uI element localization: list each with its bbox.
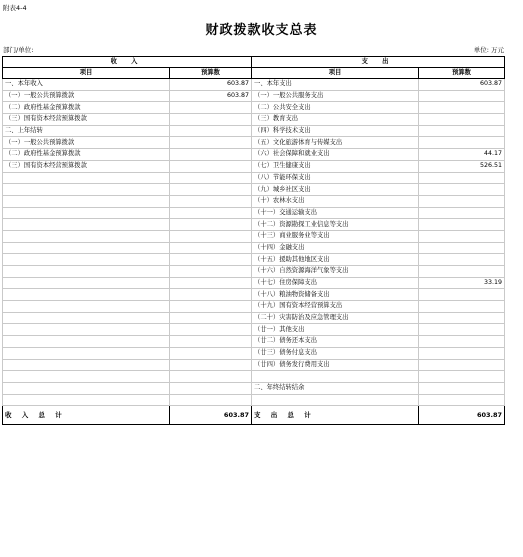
budget-table — [2, 56, 505, 425]
income-value-cell[interactable] — [170, 195, 252, 207]
income-item-cell[interactable]: （二）政府性基金预算拨款 — [3, 102, 170, 114]
expense-value-cell[interactable] — [419, 382, 505, 394]
table-row — [3, 371, 505, 383]
table-row — [3, 195, 505, 207]
income-item-cell[interactable] — [3, 184, 170, 196]
table-row — [3, 277, 505, 289]
income-item-cell[interactable]: 一、本年收入 — [3, 79, 170, 91]
income-value-cell[interactable] — [170, 266, 252, 278]
income-value-cell[interactable] — [170, 125, 252, 137]
income-item-cell[interactable] — [3, 382, 170, 394]
expense-item-cell[interactable]: 二、年终结转结余 — [252, 382, 419, 394]
income-item-cell[interactable]: 二、上年结转 — [3, 125, 170, 137]
expense-item-cell[interactable]: （十七）住房保障支出 — [252, 277, 419, 289]
expense-item-cell[interactable]: （廿一）其他支出 — [252, 324, 419, 336]
expense-item-cell[interactable]: （一）一般公共服务支出 — [252, 90, 419, 102]
expense-section-header: 支 出 — [252, 57, 505, 68]
expense-value-cell[interactable]: 33.19 — [419, 277, 505, 289]
income-item-cell[interactable] — [3, 266, 170, 278]
income-total-value: 603.87 — [170, 406, 252, 425]
table-row — [3, 137, 505, 149]
expense-item-cell[interactable]: 一、本年支出 — [252, 79, 419, 91]
expense-item-cell[interactable]: （十八）粮油物资储备支出 — [252, 289, 419, 301]
unit-label: 单位: 万元 — [473, 46, 504, 54]
income-value-cell[interactable]: 603.87 — [170, 90, 252, 102]
table-row — [3, 172, 505, 184]
table-row — [3, 382, 505, 394]
income-value-cell[interactable] — [170, 336, 252, 348]
expense-item-cell[interactable]: （八）节能环保支出 — [252, 172, 419, 184]
expense-item-header: 项目 — [252, 68, 419, 79]
table-row — [3, 266, 505, 278]
expense-value-cell[interactable] — [419, 125, 505, 137]
income-item-cell[interactable] — [3, 195, 170, 207]
expense-item-cell[interactable]: （七）卫生健康支出 — [252, 160, 419, 172]
expense-item-cell[interactable]: （十三）商业服务业等支出 — [252, 230, 419, 242]
income-item-cell[interactable] — [3, 172, 170, 184]
income-item-cell[interactable] — [3, 347, 170, 359]
expense-item-cell[interactable]: （廿四）债务发行费用支出 — [252, 359, 419, 371]
expense-value-cell[interactable] — [419, 371, 505, 383]
expense-item-cell[interactable]: （廿三）债务付息支出 — [252, 347, 419, 359]
table-row — [3, 90, 505, 102]
expense-budget-header: 预算数 — [419, 68, 505, 79]
expense-value-cell[interactable] — [419, 312, 505, 324]
table-row — [3, 254, 505, 266]
expense-item-cell[interactable]: （十五）援助其他地区支出 — [252, 254, 419, 266]
table-row — [3, 324, 505, 336]
expense-item-cell[interactable]: （十四）金融支出 — [252, 242, 419, 254]
expense-value-cell[interactable] — [419, 172, 505, 184]
income-item-cell[interactable] — [3, 371, 170, 383]
expense-value-cell[interactable] — [419, 301, 505, 313]
income-value-cell[interactable] — [170, 312, 252, 324]
income-value-cell[interactable] — [170, 324, 252, 336]
expense-value-cell[interactable] — [419, 324, 505, 336]
expense-item-cell[interactable] — [252, 371, 419, 383]
expense-item-cell[interactable]: （十九）国有资本经营预算支出 — [252, 301, 419, 313]
income-item-cell[interactable] — [3, 312, 170, 324]
expense-value-cell[interactable] — [419, 359, 505, 371]
expense-item-cell[interactable]: （十一）交通运输支出 — [252, 207, 419, 219]
table-row — [3, 114, 505, 126]
income-value-cell[interactable] — [170, 394, 252, 406]
expense-total-value: 603.87 — [419, 406, 505, 425]
table-row — [3, 359, 505, 371]
expense-item-cell[interactable]: （六）社会保障和就业支出 — [252, 149, 419, 161]
expense-value-cell[interactable] — [419, 336, 505, 348]
income-value-cell[interactable] — [170, 230, 252, 242]
expense-value-cell[interactable] — [419, 266, 505, 278]
income-value-cell[interactable] — [170, 301, 252, 313]
table-row — [3, 312, 505, 324]
table-row — [3, 289, 505, 301]
table-row — [3, 347, 505, 359]
expense-item-cell[interactable]: （十）农林水支出 — [252, 195, 419, 207]
income-item-cell[interactable]: （一）一般公共预算拨款 — [3, 90, 170, 102]
expense-item-cell[interactable]: （十二）资源勘探工业信息等支出 — [252, 219, 419, 231]
expense-value-cell[interactable] — [419, 289, 505, 301]
income-item-cell[interactable] — [3, 230, 170, 242]
expense-item-cell[interactable]: （十六）自然资源海洋气象等支出 — [252, 266, 419, 278]
income-item-header: 项目 — [3, 68, 170, 79]
income-item-cell[interactable]: （一）一般公共预算拨款 — [3, 137, 170, 149]
income-value-cell[interactable] — [170, 242, 252, 254]
table-row — [3, 219, 505, 231]
income-item-cell[interactable] — [3, 394, 170, 406]
income-value-cell[interactable] — [170, 359, 252, 371]
income-value-cell[interactable] — [170, 382, 252, 394]
income-value-cell[interactable] — [170, 114, 252, 126]
table-row — [3, 336, 505, 348]
column-header-row — [3, 68, 505, 79]
expense-value-cell[interactable]: 603.87 — [419, 79, 505, 91]
total-row — [3, 406, 505, 425]
expense-item-cell[interactable]: （五）文化旅游体育与传媒支出 — [252, 137, 419, 149]
income-item-cell[interactable] — [3, 359, 170, 371]
income-section-header: 收 入 — [3, 57, 252, 68]
table-row — [3, 242, 505, 254]
income-value-cell[interactable] — [170, 219, 252, 231]
income-value-cell[interactable] — [170, 160, 252, 172]
income-item-cell[interactable] — [3, 207, 170, 219]
income-value-cell[interactable] — [170, 289, 252, 301]
expense-value-cell[interactable] — [419, 230, 505, 242]
income-item-cell[interactable]: （三）国有资本经营预算拨款 — [3, 114, 170, 126]
income-value-cell[interactable] — [170, 277, 252, 289]
section-header-row — [3, 57, 505, 68]
expense-value-cell[interactable] — [419, 90, 505, 102]
expense-total-label: 支 出 总 计 — [252, 406, 419, 425]
income-item-cell[interactable]: （二）政府性基金预算拨款 — [3, 149, 170, 161]
expense-item-cell[interactable]: （二十）灾害防治及应急管理支出 — [252, 312, 419, 324]
income-value-cell[interactable] — [170, 172, 252, 184]
expense-value-cell[interactable] — [419, 102, 505, 114]
table-row — [3, 102, 505, 114]
income-item-cell[interactable] — [3, 324, 170, 336]
expense-value-cell[interactable] — [419, 114, 505, 126]
income-value-cell[interactable] — [170, 184, 252, 196]
table-row — [3, 301, 505, 313]
expense-value-cell[interactable] — [419, 207, 505, 219]
expense-item-cell[interactable] — [252, 394, 419, 406]
expense-value-cell[interactable] — [419, 394, 505, 406]
expense-item-cell[interactable]: （廿二）债务还本支出 — [252, 336, 419, 348]
expense-value-cell[interactable]: 44.17 — [419, 149, 505, 161]
income-item-cell[interactable] — [3, 277, 170, 289]
expense-value-cell[interactable] — [419, 254, 505, 266]
expense-item-cell[interactable]: （四）科学技术支出 — [252, 125, 419, 137]
table-row — [3, 149, 505, 161]
page-title: 财政拨款收支总表 — [205, 23, 318, 38]
income-item-cell[interactable] — [3, 219, 170, 231]
expense-item-cell[interactable]: （九）城乡社区支出 — [252, 184, 419, 196]
income-value-cell[interactable] — [170, 371, 252, 383]
table-row — [3, 184, 505, 196]
income-total-label: 收 入 总 计 — [3, 406, 170, 425]
income-item-cell[interactable] — [3, 254, 170, 266]
expense-value-cell[interactable] — [419, 184, 505, 196]
income-value-cell[interactable] — [170, 347, 252, 359]
table-row — [3, 160, 505, 172]
expense-item-cell[interactable]: （二）公共安全支出 — [252, 102, 419, 114]
table-row — [3, 79, 505, 91]
expense-value-cell[interactable] — [419, 195, 505, 207]
expense-item-cell[interactable]: （三）教育支出 — [252, 114, 419, 126]
income-value-cell[interactable] — [170, 207, 252, 219]
expense-value-cell[interactable]: 526.51 — [419, 160, 505, 172]
income-value-cell[interactable]: 603.87 — [170, 79, 252, 91]
table-row — [3, 207, 505, 219]
expense-value-cell[interactable] — [419, 219, 505, 231]
income-item-cell[interactable] — [3, 289, 170, 301]
income-budget-header: 预算数 — [170, 68, 252, 79]
income-item-cell[interactable] — [3, 242, 170, 254]
table-row — [3, 394, 505, 406]
income-item-cell[interactable] — [3, 336, 170, 348]
income-value-cell[interactable] — [170, 102, 252, 114]
table-row — [3, 230, 505, 242]
expense-value-cell[interactable] — [419, 347, 505, 359]
department-label: 部门/单位: — [3, 46, 34, 54]
table-row — [3, 125, 505, 137]
income-value-cell[interactable] — [170, 149, 252, 161]
income-item-cell[interactable] — [3, 301, 170, 313]
income-value-cell[interactable] — [170, 137, 252, 149]
income-value-cell[interactable] — [170, 254, 252, 266]
income-item-cell[interactable]: （三）国有资本经营预算拨款 — [3, 160, 170, 172]
document-label: 附表4-4 — [3, 4, 27, 12]
expense-value-cell[interactable] — [419, 137, 505, 149]
expense-value-cell[interactable] — [419, 242, 505, 254]
